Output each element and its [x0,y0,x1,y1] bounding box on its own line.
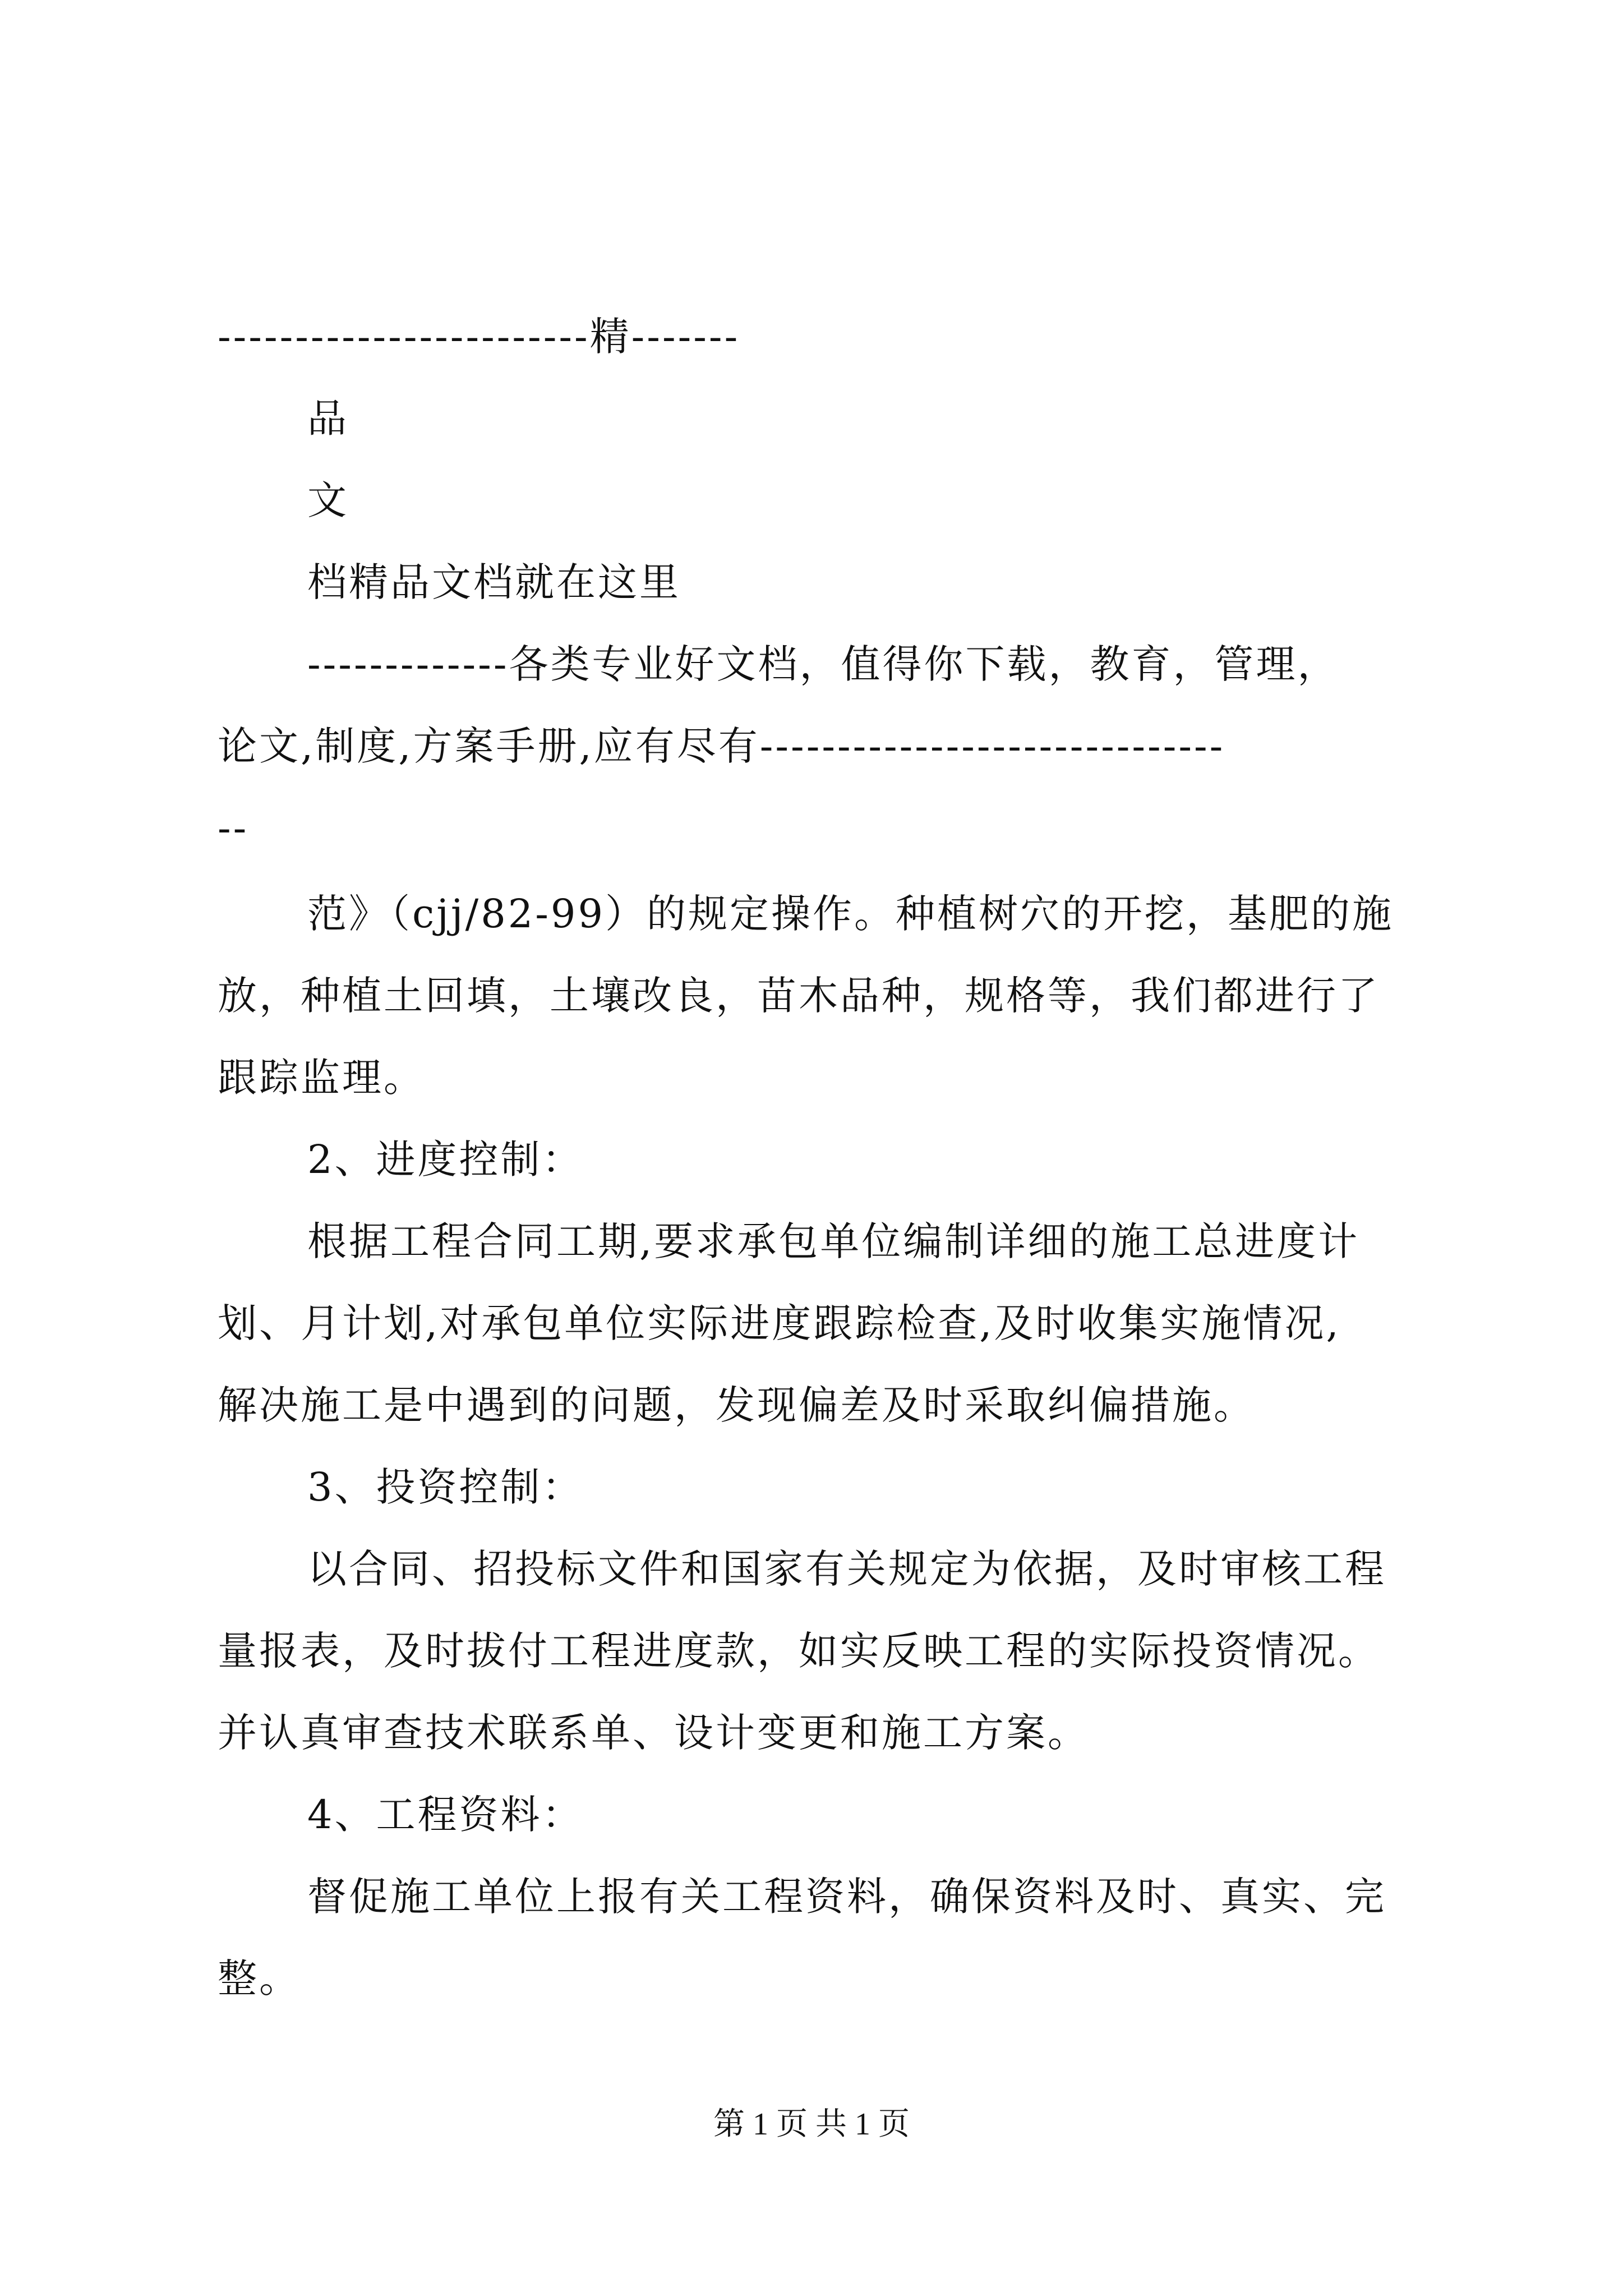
header-dash-line: ------------------------精------- [218,314,740,360]
body-line: 以合同、招投标文件和国家有关规定为依据，及时审核工程 [307,1546,1386,1592]
body-line: 量报表，及时拔付工程进度款，如实反映工程的实际投资情况。 [218,1628,1380,1674]
body-line: 范》（cjj/82-99）的规定操作。种植树穴的开挖，基肥的施 [307,891,1394,937]
section-heading-records: 4、工程资料： [307,1792,584,1838]
header-char-pin: 品 [307,395,349,441]
body-line: 解决施工是中遇到的问题，发现偏差及时采取纠偏措施。 [218,1382,1255,1428]
body-line: 并认真审查技术联系单、设计变更和施工方案。 [218,1710,1089,1756]
section-heading-investment: 3、投资控制： [307,1464,584,1510]
section-heading-progress: 2、进度控制： [307,1137,584,1182]
body-line: 放，种植土回填，土壤改良，苗木品种，规格等，我们都进行了 [218,973,1380,1019]
page-number-footer: 第 1 页 共 1 页 [713,2107,910,2142]
header-promo-line-2: 论文,制度,方案手册,应有尽有------------------------------ [218,723,1225,769]
body-line: 跟踪监理。 [218,1055,425,1101]
body-line: 根据工程合同工期,要求承包单位编制详细的施工总进度计 [307,1218,1360,1264]
header-char-wen: 文 [307,477,349,523]
body-line: 划、月计划,对承包单位实际进度跟踪检查,及时收集实施情况, [218,1300,1341,1346]
body-line: 督促施工单位上报有关工程资料，确保资料及时、真实、完 [307,1874,1386,1920]
body-line: 整。 [218,1955,301,2001]
header-tagline: 档精品文档就在这里 [307,559,681,605]
header-promo-line-3: -- [218,805,249,851]
header-promo-line-1: -------------各类专业好文档，值得你下载，教育，管理， [307,641,1339,687]
